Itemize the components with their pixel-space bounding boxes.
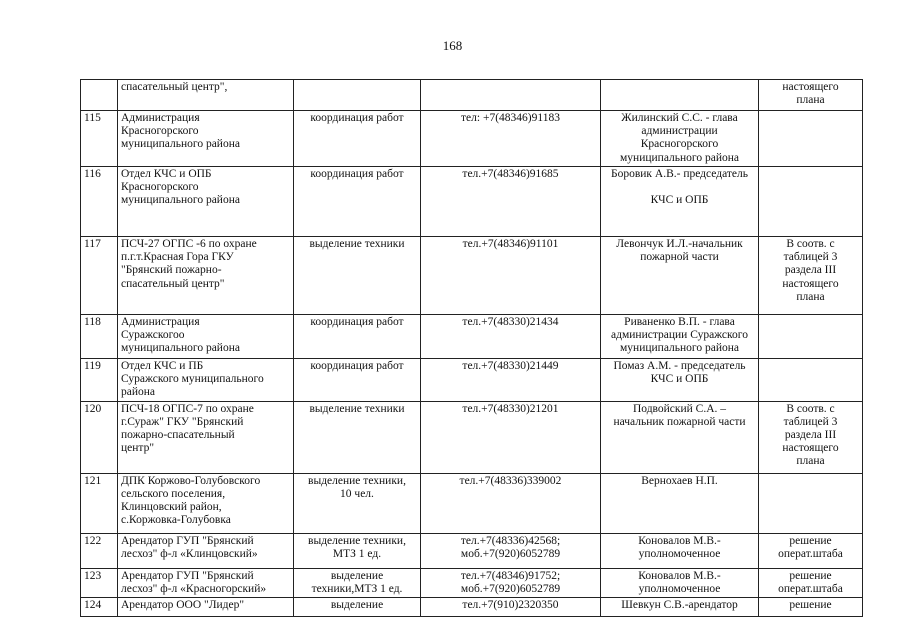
table-row bbox=[81, 167, 863, 237]
cell-line: лесхоз" ф-л «Клинцовский» bbox=[121, 547, 258, 560]
cell-line: Администрация bbox=[121, 112, 200, 124]
cell-line: решение bbox=[789, 569, 832, 582]
row-number-cell bbox=[81, 598, 118, 617]
cell-line: Красногорского bbox=[121, 181, 199, 194]
cell-text: 118 bbox=[84, 316, 101, 328]
phone-cell bbox=[421, 533, 601, 568]
cell-line: тел: +7(48346)91183 bbox=[461, 112, 560, 124]
organization-cell bbox=[118, 598, 294, 617]
cell-line bbox=[604, 181, 755, 194]
cell-line: п.г.т.Красная Гора ГКУ bbox=[121, 251, 234, 264]
phone-cell bbox=[421, 359, 601, 402]
cell-text: 122 bbox=[84, 534, 102, 547]
cell-text: 117 bbox=[84, 238, 101, 250]
responsible-cell bbox=[601, 401, 759, 473]
cell-line: тел.+7(48330)21449 bbox=[462, 360, 559, 372]
cell-line: муниципального района bbox=[620, 342, 739, 355]
cell-line: тел.+7(48346)91685 bbox=[462, 168, 559, 180]
cell-line: координация работ bbox=[310, 316, 404, 328]
organization-cell bbox=[118, 315, 294, 359]
cell-line: спасательный центр" bbox=[121, 277, 225, 290]
cell-line: 10 чел. bbox=[340, 487, 374, 500]
cell-line: тел.+7(48346)91101 bbox=[462, 238, 559, 250]
row-number-cell bbox=[81, 237, 118, 315]
cell-text: 120 bbox=[84, 402, 102, 415]
cell-line: сельского поселения, bbox=[121, 487, 226, 500]
table-row bbox=[81, 598, 863, 617]
cell-line: решение bbox=[789, 534, 832, 547]
cell-line: Администрация bbox=[121, 316, 200, 328]
cell-line: операт.штаба bbox=[778, 582, 843, 595]
task-cell bbox=[294, 473, 421, 533]
cell-line: тел.+7(48346)91752; bbox=[460, 569, 561, 582]
cell-line: г.Сураж" ГКУ "Брянский bbox=[121, 415, 244, 428]
cell-line: Арендатор ГУП "Брянский bbox=[121, 569, 254, 582]
table-row bbox=[81, 568, 863, 597]
cell-line: администрации Суражского bbox=[611, 329, 748, 342]
cell-line: "Брянский пожарно- bbox=[121, 264, 222, 277]
row-number-cell bbox=[81, 80, 118, 111]
task-cell bbox=[294, 237, 421, 315]
cell-line: раздела III bbox=[784, 429, 837, 442]
table-row bbox=[81, 80, 863, 111]
cell-line: Коновалов М.В.- bbox=[638, 569, 721, 582]
note-cell bbox=[759, 237, 863, 315]
table-row bbox=[81, 111, 863, 167]
phone-cell bbox=[421, 167, 601, 237]
row-number-cell bbox=[81, 533, 118, 568]
responsible-cell bbox=[601, 359, 759, 402]
organization-cell bbox=[118, 568, 294, 597]
cell-line: В соотв. с bbox=[786, 238, 835, 250]
cell-line: с.Коржовка-Голубовка bbox=[121, 514, 231, 527]
task-cell bbox=[294, 533, 421, 568]
cell-line: муниципального района bbox=[121, 342, 240, 355]
page-number: 168 bbox=[442, 38, 463, 53]
phone-cell bbox=[421, 80, 601, 111]
note-cell bbox=[759, 598, 863, 617]
cell-line: координация работ bbox=[310, 360, 404, 372]
cell-line: Помаз А.М. - председатель bbox=[613, 360, 746, 372]
cell-line: пожарно-спасательный bbox=[121, 429, 235, 442]
cell-line: Отдел КЧС и ПБ bbox=[121, 360, 204, 372]
responsible-cell bbox=[601, 533, 759, 568]
cell-line: Подвойский С.А. – bbox=[632, 402, 727, 415]
cell-line: Отдел КЧС и ОПБ bbox=[121, 168, 212, 180]
cell-line: координация работ bbox=[310, 168, 404, 180]
cell-line: ПСЧ-18 ОГПС-7 по охране bbox=[121, 402, 254, 415]
cell-line: таблицей 3 bbox=[783, 415, 838, 428]
task-cell bbox=[294, 568, 421, 597]
task-cell bbox=[294, 111, 421, 167]
organization-cell bbox=[118, 167, 294, 237]
row-number-cell bbox=[81, 401, 118, 473]
cell-text: 116 bbox=[84, 168, 101, 180]
responsible-cell bbox=[601, 167, 759, 237]
cell-line: координация работ bbox=[310, 112, 404, 124]
table-row bbox=[81, 533, 863, 568]
cell-line: выделение техники bbox=[309, 238, 405, 250]
note-cell bbox=[759, 473, 863, 533]
responsible-cell bbox=[601, 598, 759, 617]
cell-line: выделение bbox=[330, 599, 384, 612]
cell-line: Клинцовский район, bbox=[121, 501, 222, 514]
phone-cell bbox=[421, 598, 601, 617]
row-number-cell bbox=[81, 315, 118, 359]
cell-line: Вернохаев Н.П. bbox=[641, 474, 718, 487]
cell-line: тел.+7(48330)21201 bbox=[462, 402, 559, 415]
task-cell bbox=[294, 598, 421, 617]
organization-cell bbox=[118, 473, 294, 533]
cell-line: тел.+7(48336)339002 bbox=[459, 474, 562, 487]
cell-line: Боровик А.В.- председатель bbox=[610, 168, 748, 180]
cell-line: ДПК Коржово-Голубовского bbox=[121, 474, 261, 487]
note-cell bbox=[759, 568, 863, 597]
cell-line: Левончук И.Л.-начальник bbox=[616, 238, 743, 250]
cell-line: начальник пожарной части bbox=[613, 415, 746, 428]
task-cell bbox=[294, 315, 421, 359]
cell-line: тел.+7(910)2320350 bbox=[462, 599, 559, 612]
cell-line: раздела III bbox=[784, 264, 837, 277]
cell-line: уполномоченное bbox=[638, 547, 721, 560]
cell-line: моб.+7(920)6052789 bbox=[460, 547, 561, 560]
row-number-cell bbox=[81, 568, 118, 597]
responsible-cell bbox=[601, 237, 759, 315]
cell-line: спасательный центр", bbox=[121, 81, 228, 93]
cell-line: Суражского муниципального bbox=[121, 373, 264, 386]
row-number-cell bbox=[81, 473, 118, 533]
table-row bbox=[81, 359, 863, 402]
cell-line: решение bbox=[789, 599, 832, 612]
task-cell bbox=[294, 167, 421, 237]
phone-cell bbox=[421, 401, 601, 473]
table-row bbox=[81, 237, 863, 315]
cell-line: лесхоз" ф-л «Красногорский» bbox=[121, 582, 267, 595]
cell-line: района bbox=[121, 386, 156, 399]
cell-line: уполномоченное bbox=[638, 582, 721, 595]
note-cell bbox=[759, 315, 863, 359]
cell-line: Жилинский С.С. - глава bbox=[621, 112, 738, 124]
cell-line: Красногорского bbox=[121, 125, 199, 138]
task-cell bbox=[294, 359, 421, 402]
cell-line: администрации bbox=[641, 125, 718, 138]
organization-cell bbox=[118, 533, 294, 568]
row-number-cell bbox=[81, 167, 118, 237]
cell-line: операт.штаба bbox=[778, 547, 843, 560]
table-body bbox=[81, 80, 863, 617]
row-number-cell bbox=[81, 359, 118, 402]
cell-line: моб.+7(920)6052789 bbox=[460, 582, 561, 595]
cell-line: пожарной части bbox=[640, 251, 719, 264]
task-cell bbox=[294, 80, 421, 111]
table-row bbox=[81, 315, 863, 359]
cell-line: плана bbox=[796, 290, 825, 303]
cell-line: Коновалов М.В.- bbox=[638, 534, 721, 547]
organization-cell bbox=[118, 111, 294, 167]
cell-text: 124 bbox=[84, 599, 102, 612]
cell-text: 115 bbox=[84, 112, 101, 124]
cell-line: Красногорского bbox=[640, 138, 719, 151]
cell-line: муниципального района bbox=[121, 194, 240, 207]
cell-line: настоящего bbox=[782, 277, 839, 290]
organization-cell bbox=[118, 237, 294, 315]
cell-line: КЧС и ОПБ bbox=[650, 373, 709, 386]
cell-line: муниципального района bbox=[121, 138, 240, 151]
table-row bbox=[81, 473, 863, 533]
cell-line: выделение bbox=[330, 569, 384, 582]
responsible-cell bbox=[601, 111, 759, 167]
note-cell bbox=[759, 533, 863, 568]
cell-text: 119 bbox=[84, 360, 101, 372]
cell-line: выделение техники bbox=[309, 402, 405, 415]
cell-line: Суражскогоо bbox=[121, 329, 185, 342]
phone-cell bbox=[421, 568, 601, 597]
cell-line: Арендатор ООО "Лидер" bbox=[121, 599, 245, 612]
note-cell bbox=[759, 167, 863, 237]
organization-cell bbox=[118, 80, 294, 111]
cell-line: выделение техники, bbox=[308, 534, 406, 547]
cell-text: 121 bbox=[84, 474, 102, 487]
row-number-cell bbox=[81, 111, 118, 167]
cell-line: муниципального района bbox=[620, 151, 739, 164]
cell-line: центр" bbox=[121, 442, 155, 455]
cell-text: 123 bbox=[84, 569, 102, 582]
cell-line: настоящего bbox=[782, 442, 839, 455]
note-cell bbox=[759, 401, 863, 473]
cell-line: плана bbox=[796, 455, 825, 468]
cell-line: КЧС и ОПБ bbox=[650, 194, 709, 207]
phone-cell bbox=[421, 315, 601, 359]
organization-cell bbox=[118, 401, 294, 473]
cell-line: таблицей 3 bbox=[783, 251, 838, 264]
note-cell bbox=[759, 80, 863, 111]
cell-line: тел.+7(48336)42568; bbox=[460, 534, 561, 547]
note-cell bbox=[759, 359, 863, 402]
cell-line: Риваненко В.П. - глава bbox=[624, 316, 735, 328]
phone-cell bbox=[421, 111, 601, 167]
cell-line: выделение техники, bbox=[308, 474, 406, 487]
responsible-cell bbox=[601, 568, 759, 597]
cell-line: ПСЧ-27 ОГПС -6 по охране bbox=[121, 238, 257, 250]
responsible-cell bbox=[601, 473, 759, 533]
cell-line: МТЗ 1 ед. bbox=[332, 547, 382, 560]
cell-line: техники,МТЗ 1 ед. bbox=[311, 582, 403, 595]
cell-line: тел.+7(48330)21434 bbox=[462, 316, 559, 328]
table-row bbox=[81, 401, 863, 473]
cell-line: Шевкун С.В.-арендатор bbox=[621, 599, 738, 612]
cell-line: плана bbox=[796, 94, 825, 107]
responsible-cell bbox=[601, 80, 759, 111]
responsible-cell bbox=[601, 315, 759, 359]
cell-line: В соотв. с bbox=[786, 402, 835, 415]
phone-cell bbox=[421, 473, 601, 533]
phone-cell bbox=[421, 237, 601, 315]
note-cell bbox=[759, 111, 863, 167]
resource-table bbox=[80, 79, 863, 617]
organization-cell bbox=[118, 359, 294, 402]
cell-line: настоящего bbox=[782, 81, 839, 93]
cell-line: Арендатор ГУП "Брянский bbox=[121, 534, 254, 547]
task-cell bbox=[294, 401, 421, 473]
